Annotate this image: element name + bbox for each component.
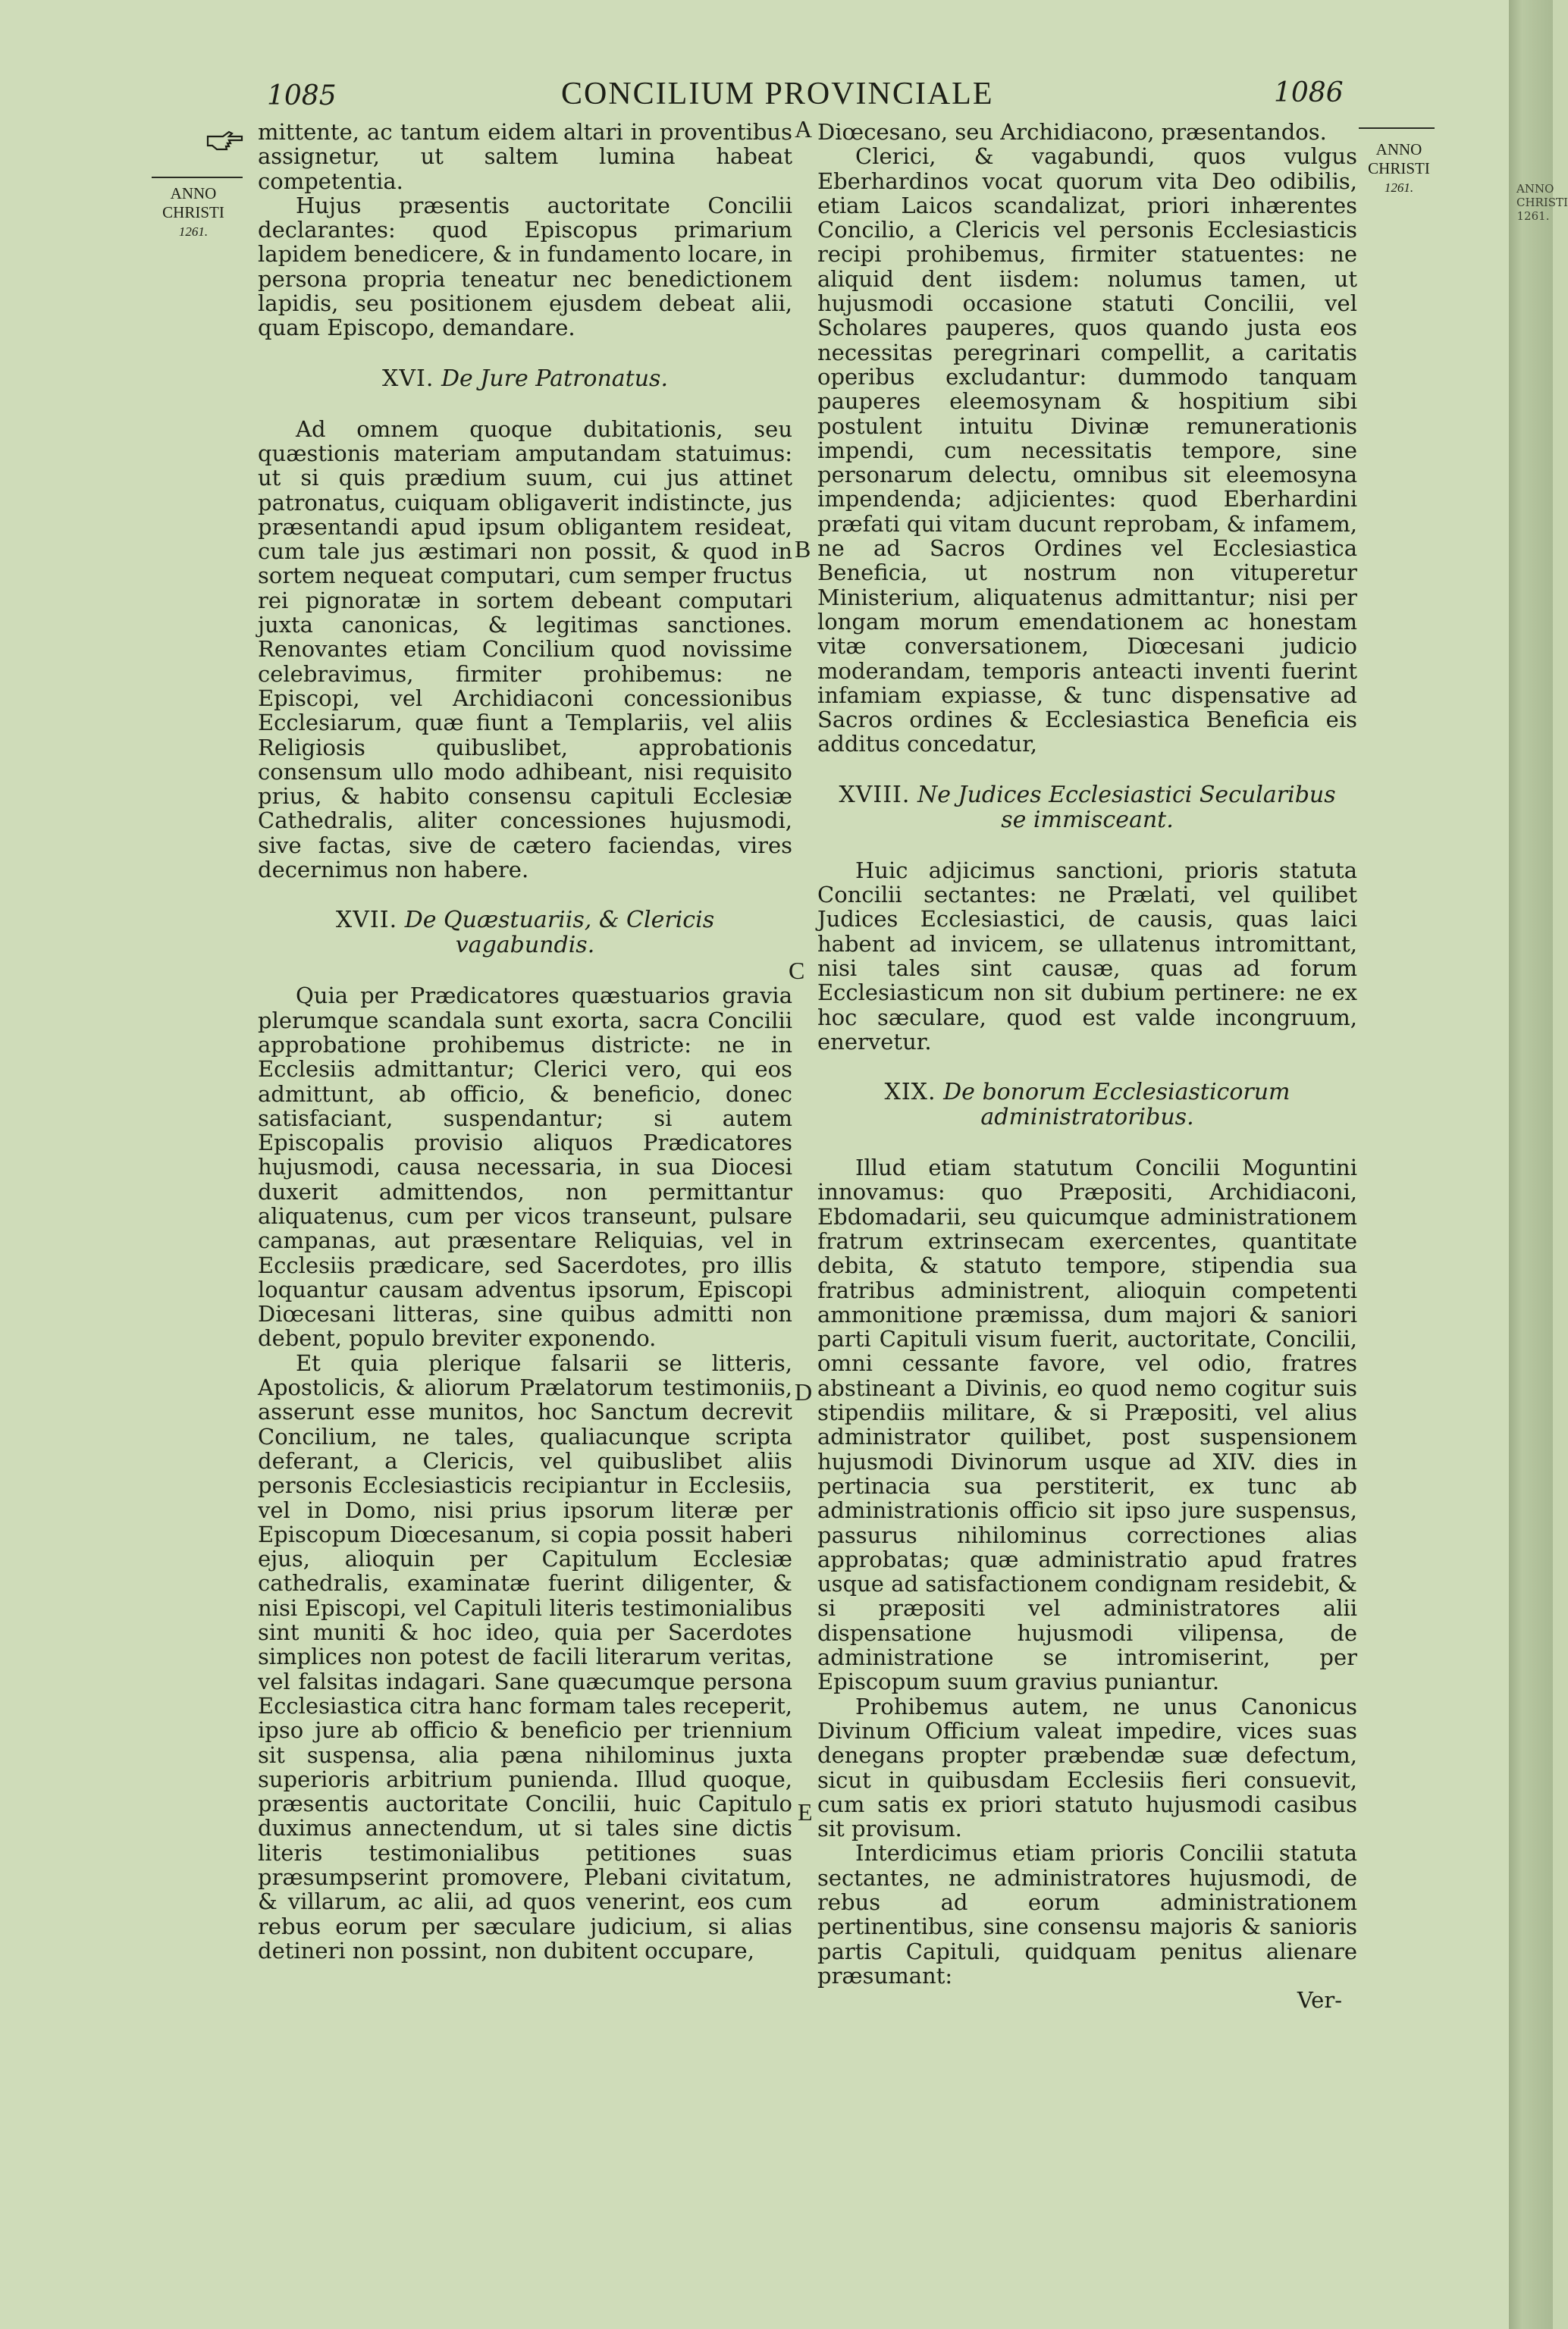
paragraph: mittente, ac tantum eidem altari in proventibus assignetur, ut saltem lumina habeat competentia. [258,119,792,194]
chapter-heading-xix [833,1080,1342,1130]
section-letter-e: E [798,1798,813,1826]
margin-anno: ANNO [1375,140,1422,158]
paragraph: Et quia plerique falsarii se litteris, Apostolicis, & aliorum Prælatorum testimoniis, asserunt esse munitos, hoc Sanctum decrevit Concilium, ne tales, qualiacunque scripta deferant, a Clericis, vel quibuslibet aliis personis Ecclesiasticis recipiantur in Ecclesiis, vel in Domo, nisi prius ipsorum literæ per Episcopum Diœcesanum, si copia possit haberi ejus, alioquin per Capitulum Ecclesiæ cathedralis, examinatæ fuerint diligenter, & nisi Episcopi, vel Capituli literis testimonialibus sint muniti & hoc ideo, quia per Sacerdotes simplices non potest de facili literarum veritas, vel falsitas indagari. Sane quæcumque persona Ecclesiastica citra hanc formam tales receperit, ipso jure ab officio & beneficio per triennium sit suspensa, alia pæna nihilominus juxta superioris arbitrium punienda. Illud quoque, præsentis auctoritate Concilii, huic Capitulo duximus annectendum, ut si tales sine dictis literis testimonialibus petitiones suas præsumpserint promovere, Plebani civitatum, & villarum, ac alii, ad quos venerint, eos cum rebus eorum per sæculare judicium, si alias detineri non possint, non dubitent occupare, [258,1349,792,1964]
margin-year: 1261. [178,224,209,239]
chapter-title: Ne Judices Ecclesiastici Secularibus se immisceant. [917,781,1336,833]
paragraph: Huic adjicimus sanctioni, prioris statuta Concilii sectantes: ne Prælati, vel quilibet Judices Ecclesiastici, de causis, quas laici habent ad invicem, se ullatenus intromittant, nisi tales sint causæ, quas ad forum Ecclesiasticum non sit dubium pertinere: ne ex hoc sæculare, quod est valde incongruum, enervetur. [817,857,1357,1055]
chapter-heading-xvi [273,366,777,391]
margin-year: 1261. [1384,180,1414,195]
edge-anno: ANNO [1516,182,1554,196]
margin-rule-right [1359,127,1435,129]
chapter-heading-xviii [833,782,1342,832]
chapter-title: De Jure Patronatus. [441,365,668,392]
chapter-number: XVI. [382,365,434,392]
edge-christi: CHRISTI [1516,196,1568,209]
next-page-edge [1509,0,1568,2329]
margin-rule-left [152,177,243,178]
edge-year: 1261. [1516,209,1550,223]
catchword: Ver- [1297,1987,1342,2014]
paragraph: Interdicimus etiam prioris Concilii statuta sectantes, ne administratores hujusmodi, de rebus ad eorum administrationem pertinentibus, sine consensu majoris & sanioris partis Capituli, quidquam penitus alienare præsumant: [817,1840,1357,1989]
chapter-title: De bonorum Ecclesiasticorum administratoribus. [943,1079,1290,1131]
section-letter-c: C [789,957,805,984]
running-head [0,73,1509,126]
section-letter-b: B [795,535,811,563]
chapter-number: XIX. [884,1079,936,1106]
paragraph: Hujus præsentis auctoritate Concilii declarantes: quod Episcopus primarium lapidem benedicere, & in fundamento locare, in persona propria teneatur nec benedictionem lapidis, seu positionem ejusdem debeat alii, quam Episcopo, demandare. [258,192,792,341]
chapter-heading-xvii [273,907,777,958]
page-number-left: 1085 [267,80,337,111]
margin-christi: CHRISTI [162,203,224,221]
pointing-hand-icon [206,129,244,156]
paragraph: Clerici, & vagabundi, quos vulgus Eberhardinos vocat quorum vita Deo odibilis, etiam Laicos scandalizat, priori inhærentes Concilio, a Clericis vel personis Ecclesiasticis recipi prohibemus, firmiter statuentes: ne aliquid dent iisdem: nolumus tamen, ut hujusmodi occasione statuti Concilii, vel Scholares pauperes, quos quando justa eos necessitas peregrinari compellit, a caritatis operibus excludantur: dummodo tanquam pauperes eleemosynam & hospitium sibi postulent intuitu Divinæ remunerationis impendi, cum necessitatis tempore, sine personarum delectu, omnibus sit eleemosyna impendenda; adjicientes: quod Eberhardini præfati qui vitam ducunt reprobam, & infamem, ne ad Sacros Ordines vel Ecclesiastica Beneficia, ut nostrum non vituperetur Ministerium, aliquatenus admittantur; nisi per longam morum emendationem ac honestam vitæ conversationem, Diœcesani judicio moderandam, temporis anteacti inventi fuerint infamiam expiasse, & tunc dispensative ad Sacros ordines & Ecclesiastica Beneficia eis additus concedatur, [817,143,1357,757]
chapter-title: De Quæstuariis, & Clericis vagabundis. [404,907,715,959]
margin-note-left [152,184,235,241]
paragraph: Quia per Prædicatores quæstuarios gravia plerumque scandala sunt exorta, sacra Concilii approbatione prohibemus districte: ne in Ecclesiis admittantur; Clerici vero, qui eos admittunt, ab officio, & beneficio, donec satisfaciant, suspendantur; si autem Episcopalis provisio aliquos Prædicatores hujusmodi, causa necessaria, in sua Diocesi duxerit admittendos, non permittantur aliquatenus, cum per vicos transeunt, pulsare campanas, aut præsentare Reliquias, vel in Ecclesiis prædicare, sed Sacerdotes, pro illis loquantur causam adventus ipsorum, Episcopi Diœcesani litteras, sine quibus admitti non debent, populo breviter exponendo. [258,983,792,1352]
paragraph: Prohibemus autem, ne unus Canonicus Divinum Officium valeat impedire, vices suas denegans propter præbendæ suæ defectum, sicut in quibusdam Ecclesiis fieri consuevit, cum satis ex priori statuto hujusmodi casibus sit provisum. [817,1693,1357,1842]
left-column [258,120,792,1963]
edge-margin-note [1516,182,1568,223]
section-letter-a: A [795,115,813,143]
running-title: CONCILIUM PROVINCIALE [561,77,994,111]
chapter-number: XVIII. [839,781,911,808]
margin-christi: CHRISTI [1368,159,1430,177]
margin-note-right [1357,140,1441,197]
paragraph: Diœcesano, seu Archidiacono, præsentandos. [817,119,1327,145]
page-number-right: 1086 [1274,77,1344,108]
chapter-number: XVII. [335,907,398,934]
margin-anno: ANNO [170,184,217,202]
section-letter-d: D [795,1378,813,1406]
paragraph: Ad omnem quoque dubitationis, seu quæstionis materiam amputandam statuimus: ut si quis prædium suum, cui jus attinet patronatus, cuiquam obligaverit indistincte, jus præsentandi apud ipsum obligantem resideat, cum tale jus æstimari non possit, & quod in sortem nequeat computari, cum semper fructus rei pignoratæ in sortem debeant computari juxta canonicas, & legitimas sanctiones. Renovantes etiam Concilium quod novissime celebravimus, firmiter prohibemus: ne Episcopi, vel Archidiaconi concessionibus Ecclesiarum, quæ fiunt a Templariis, vel aliis Religiosis quibuslibet, approbationis consensum ullo modo adhibeant, nisi requisito prius, & habito consensu capituli Ecclesiæ Cathedralis, aliter concessiones hujusmodi, sive factas, sive de cætero faciendas, vires decernimus non habere. [258,415,792,883]
right-column [817,120,1357,2012]
paragraph: Illud etiam statutum Concilii Moguntini innovamus: quo Præpositi, Archidiaconi, Ebdomadarii, seu quicumque administrationem fratrum extrinsecam exercentes, quantitate debita, & statuto tempore, stipendia sua fratribus administrent, alioquin competenti ammonitione præmissa, dum majori & saniori parti Capituli visum fuerit, auctoritate, Concilii, omni cessante favore, vel odio, fratres abstineant a Divinis, eo quod nemo cogitur suis stipendiis militare, & si Præpositi, vel alius administrator quilibet, post suspensionem hujusmodi Divinorum usque ad XIV. dies in pertinacia sua perstiterit, ex tunc ab administrationis officio sit ipso jure suspensus, passurus nihilominus correctiones alias approbatas; quæ administratio apud fratres usque ad satisfactionem condignam residebit, & si præpositi vel administratores alii dispensatione hujusmodi vilipensa, de administratione se intromiserint, per Episcopum suum gravius puniantur. [817,1155,1357,1695]
